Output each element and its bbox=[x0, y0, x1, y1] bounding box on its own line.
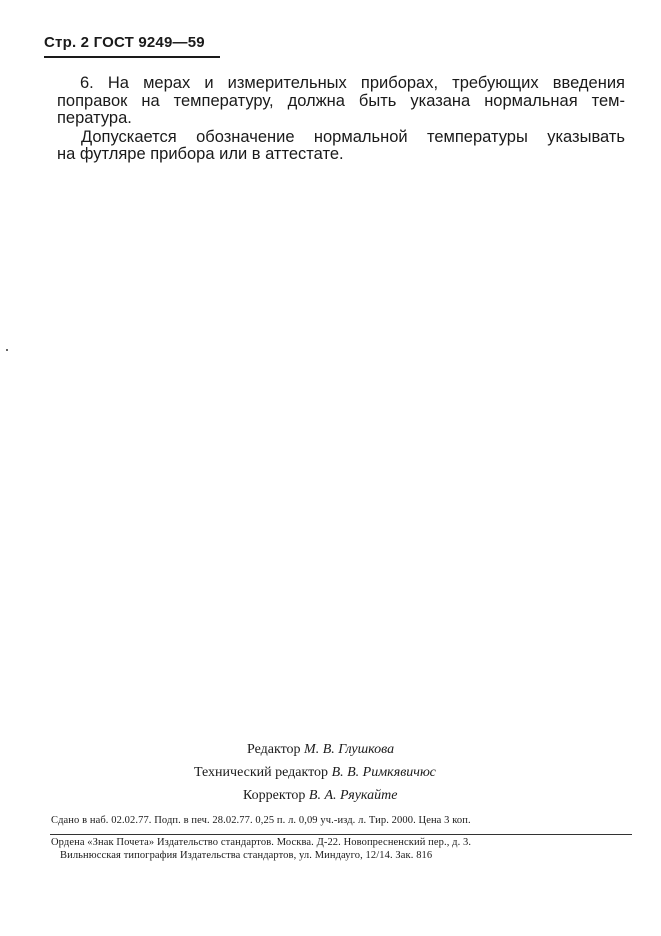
paragraph-6 bbox=[57, 75, 625, 128]
proofreader-label: Корректор bbox=[243, 788, 306, 803]
imprint-printer: Вильнюсская типография Издательства стандартов, ул. Миндауго, 12/14. Зак. 816 bbox=[60, 850, 433, 861]
header-rule bbox=[44, 56, 220, 58]
scan-mark bbox=[6, 349, 8, 351]
proofreader-name: В. А. Ряукайте bbox=[308, 788, 398, 803]
imprint-rule bbox=[50, 834, 632, 835]
tech-editor-line bbox=[194, 761, 436, 784]
page-header: Стр. 2 ГОСТ 9249—59 bbox=[44, 34, 205, 51]
tech-editor-name: В. В. Римкявичюс bbox=[331, 765, 436, 780]
paragraph-6-line-1: 6. На мерах и измерительных приборах, требующих введения bbox=[80, 74, 625, 92]
paragraph-6-line-2: поправок на температуру, должна быть указана нормальная тем- bbox=[57, 91, 625, 110]
proofreader-line bbox=[243, 784, 397, 807]
paragraph-6-line-3: пература. bbox=[57, 109, 132, 127]
paragraph-note-line-2: на футляре прибора или в аттестате. bbox=[57, 145, 344, 163]
editor-name: М. В. Глушкова bbox=[304, 742, 395, 757]
imprint-publisher: Ордена «Знак Почета» Издательство стандартов. Москва. Д-22. Новопресненский пер., д. 3. bbox=[51, 837, 472, 848]
paragraph-note bbox=[57, 129, 625, 164]
imprint-print-data: Сдано в наб. 02.02.77. Подп. в печ. 28.02.77. 0,25 п. л. 0,09 уч.-изд. л. Тир. 2000. Цена 3 коп. bbox=[51, 815, 471, 826]
paragraph-note-line-1: Допускается обозначение нормальной температуры указывать bbox=[81, 127, 625, 146]
editor-line bbox=[247, 738, 394, 761]
editor-label: Редактор bbox=[247, 742, 301, 757]
tech-editor-label: Технический редактор bbox=[194, 765, 329, 780]
body-text bbox=[57, 75, 625, 164]
